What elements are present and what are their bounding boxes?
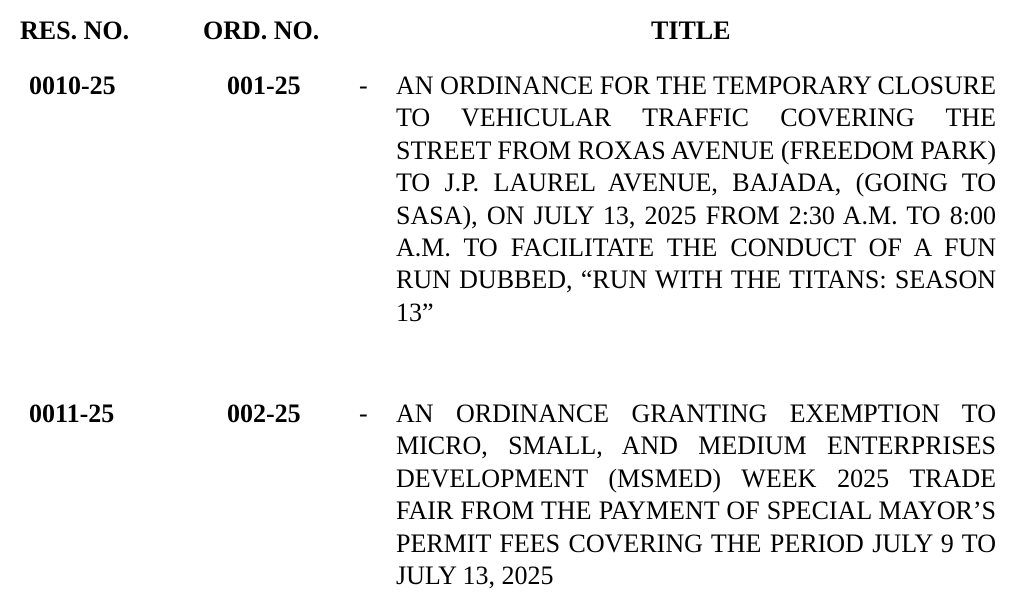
- ordinance-title: AN ORDINANCE FOR THE TEMPORARY CLOSURE TO VEHICULAR TRAFFIC COVERING THE STREET FROM ROXAS AVENUE (FREEDOM PARK) TO J.P. LAUREL AVENUE, BAJADA, (GOING TO SASA), ON JULY 13, 2025 FROM 2:30 A.M. TO 8:00 A.M. TO FACILITATE THE CONDUCT OF A FUN RUN DUBBED, “RUN WITH THE TITANS: SEASON 13”: [396, 71, 996, 327]
- column-header-ord-no: ORD. NO.: [203, 16, 320, 45]
- separator-dash: -: [359, 399, 368, 428]
- resolution-number: 0011-25: [29, 399, 115, 428]
- ordinance-number: 001-25: [227, 71, 301, 100]
- separator-dash: -: [359, 71, 368, 100]
- resolution-number: 0010-25: [29, 71, 116, 100]
- column-header-title: TITLE: [651, 16, 731, 45]
- ordinance-title: AN ORDINANCE GRANTING EXEMPTION TO MICRO, SMALL, AND MEDIUM ENTERPRISES DEVELOPMENT (MSMED) WEEK 2025 TRADE FAIR FROM THE PAYMENT OF SPECIAL MAYOR’S PERMIT FEES COVERING THE PERIOD JULY 9 TO JULY 13, 2025: [396, 399, 996, 591]
- column-header-res-no: RES. NO.: [20, 16, 130, 45]
- ordinance-number: 002-25: [227, 399, 301, 428]
